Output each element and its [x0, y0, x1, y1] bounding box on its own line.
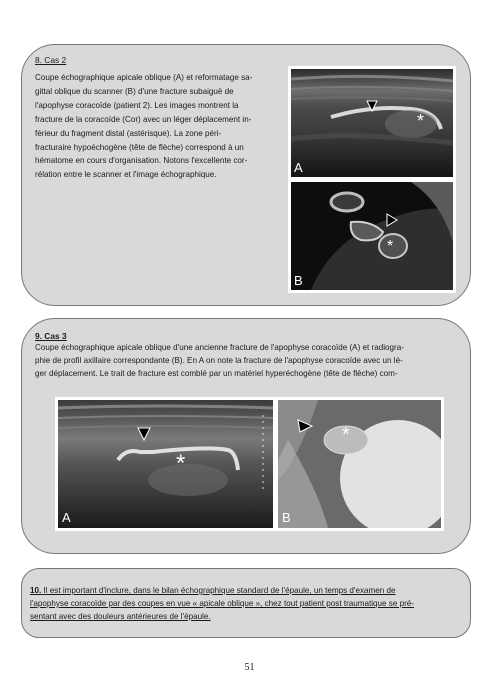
case-3-description: [35, 342, 460, 380]
case-2-title: 8. Cas 2: [35, 55, 67, 65]
conclusion-line: sentant avec des douleurs antérieures de l'épaule.: [30, 611, 211, 621]
case-3-line: ger déplacement. Le trait de fracture est comblé par un matériel hyperéchogène (tête de flèche) com-: [35, 368, 398, 378]
case-2-line: l'apophyse coracoïde (patient 2). Les images montrent la: [35, 100, 239, 110]
conclusion-panel: [21, 568, 471, 638]
conclusion-text: [30, 585, 464, 623]
case-2-image-b-asterisk: *: [387, 238, 394, 255]
case-3-ultrasound-image: [55, 397, 276, 531]
conclusion-number: 10.: [30, 586, 42, 595]
case-2-line: férieur du fragment distal (astérisque). La zone péri-: [35, 128, 222, 138]
conclusion-line: l'apophyse coracoïde par des coupes en vue « apicale oblique », chez tout patient post traumatique se pré-: [30, 598, 414, 608]
case-2-line: rélation entre le scanner et l'image échographique.: [35, 170, 217, 180]
case-3-image-b-label: B: [282, 510, 291, 525]
case-3-panel: [21, 318, 471, 554]
case-3-line: phie de profil axillaire correspondante (B). En A on note la fracture de l'apophyse coracoïde avec un lé-: [35, 355, 403, 365]
conclusion-line: 10. Il est important d'inclure, dans le bilan échographique standard de l'épaule, un temps d'examen de: [30, 586, 396, 595]
case-2-line: gittal oblique du scanner (B) d'une fracture subaiguë de: [35, 86, 234, 96]
case-2-ultrasound-image: [288, 66, 456, 180]
case-2-line: fracture de la coracoïde (Cor) avec un léger déplacement in-: [35, 114, 252, 124]
case-2-description: [35, 71, 280, 182]
case-2-image-b-label: B: [294, 273, 303, 288]
case-3-title: 9. Cas 3: [35, 331, 67, 341]
case-2-line: Coupe échographique apicale oblique (A) et reformatage sa-: [35, 73, 253, 82]
case-3-image-a-asterisk: *: [176, 450, 186, 477]
case-2-panel: [21, 44, 471, 306]
case-2-line: hématome en cours d'organisation. Notons l'excellente cor-: [35, 156, 248, 166]
case-2-image-a-asterisk: *: [417, 111, 425, 131]
case-2-ct-image: [288, 179, 456, 293]
case-2-image-a-label: A: [294, 160, 303, 175]
case-3-image-a-label: A: [62, 510, 71, 525]
case-3-line: Coupe échographique apicale oblique d'une ancienne fracture de l'apophyse coracoïde (A) et radiogra-: [35, 343, 404, 352]
case-3-image-b-asterisk: *: [342, 424, 350, 446]
case-3-radiograph-image: [275, 397, 444, 531]
case-2-line: fracturaire hypoéchogène (tête de flèche) correspond à un: [35, 142, 244, 152]
page-number: 51: [244, 662, 255, 673]
